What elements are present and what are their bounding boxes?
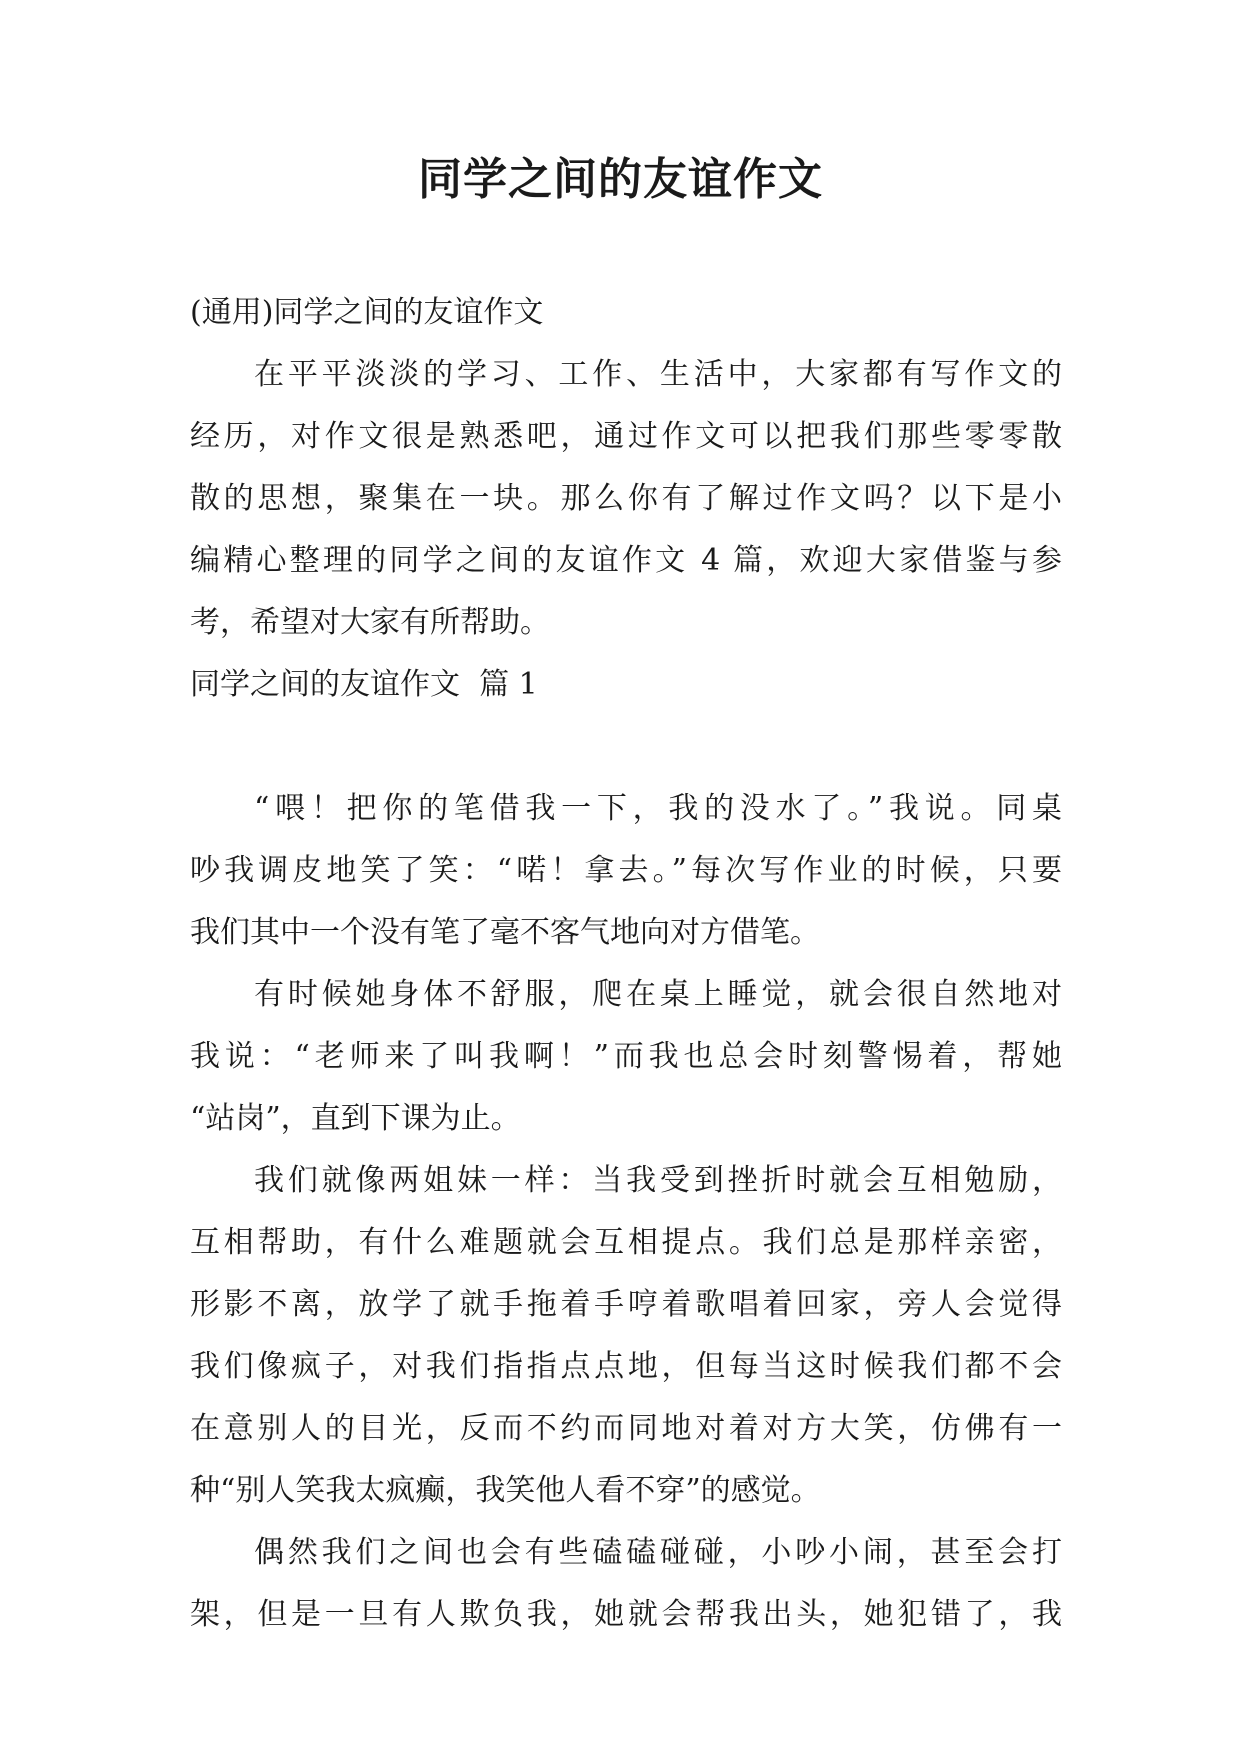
intro-line: 编精心整理的同学之间的友谊作文 4 篇，欢迎大家借鉴与参 bbox=[190, 543, 1062, 578]
section-heading: 同学之间的友谊作文 篇 1 bbox=[190, 667, 538, 702]
paragraph-line: 形影不离，放学了就手拖着手哼着歌唱着回家，旁人会觉得 bbox=[190, 1287, 1062, 1322]
intro-line: 散的思想，聚集在一块。那么你有了解过作文吗？以下是小 bbox=[190, 481, 1062, 516]
blank-line bbox=[190, 716, 1062, 778]
paragraph-line: 种“别人笑我太疯癫，我笑他人看不穿”的感觉。 bbox=[190, 1473, 821, 1508]
paragraph-line: 我们其中一个没有笔了毫不客气地向对方借笔。 bbox=[190, 915, 820, 950]
document-title: 同学之间的友谊作文 bbox=[418, 154, 823, 205]
paragraph-line: 我说：“老师来了叫我啊！”而我也总会时刻警惕着，帮她 bbox=[190, 1039, 1062, 1074]
document-body bbox=[190, 282, 1062, 1646]
paragraph-line: “喂！把你的笔借我一下，我的没水了。”我说。同桌 bbox=[254, 791, 1062, 826]
document-subtitle: (通用)同学之间的友谊作文 bbox=[190, 295, 544, 330]
paragraph-line: “站岗”，直到下课为止。 bbox=[190, 1101, 521, 1136]
paragraph-line: 有时候她身体不舒服，爬在桌上睡觉，就会很自然地对 bbox=[254, 977, 1062, 1012]
intro-line: 在平平淡淡的学习、工作、生活中，大家都有写作文的 bbox=[254, 357, 1062, 392]
paragraph-line: 架，但是一旦有人欺负我，她就会帮我出头，她犯错了，我 bbox=[190, 1597, 1062, 1632]
paragraph-line: 我们就像两姐妹一样：当我受到挫折时就会互相勉励， bbox=[254, 1163, 1062, 1198]
paragraph-line: 吵我调皮地笑了笑：“喏！拿去。”每次写作业的时候，只要 bbox=[190, 853, 1062, 888]
paragraph-line: 我们像疯子，对我们指指点点地，但每当这时候我们都不会 bbox=[190, 1349, 1062, 1384]
paragraph-line: 互相帮助，有什么难题就会互相提点。我们总是那样亲密， bbox=[190, 1225, 1062, 1260]
intro-line: 经历，对作文很是熟悉吧，通过作文可以把我们那些零零散 bbox=[190, 419, 1062, 454]
paragraph-line: 偶然我们之间也会有些磕磕碰碰，小吵小闹，甚至会打 bbox=[254, 1535, 1062, 1570]
paragraph-line: 在意别人的目光，反而不约而同地对着对方大笑，仿佛有一 bbox=[190, 1411, 1062, 1446]
intro-line: 考，希望对大家有所帮助。 bbox=[190, 605, 550, 640]
